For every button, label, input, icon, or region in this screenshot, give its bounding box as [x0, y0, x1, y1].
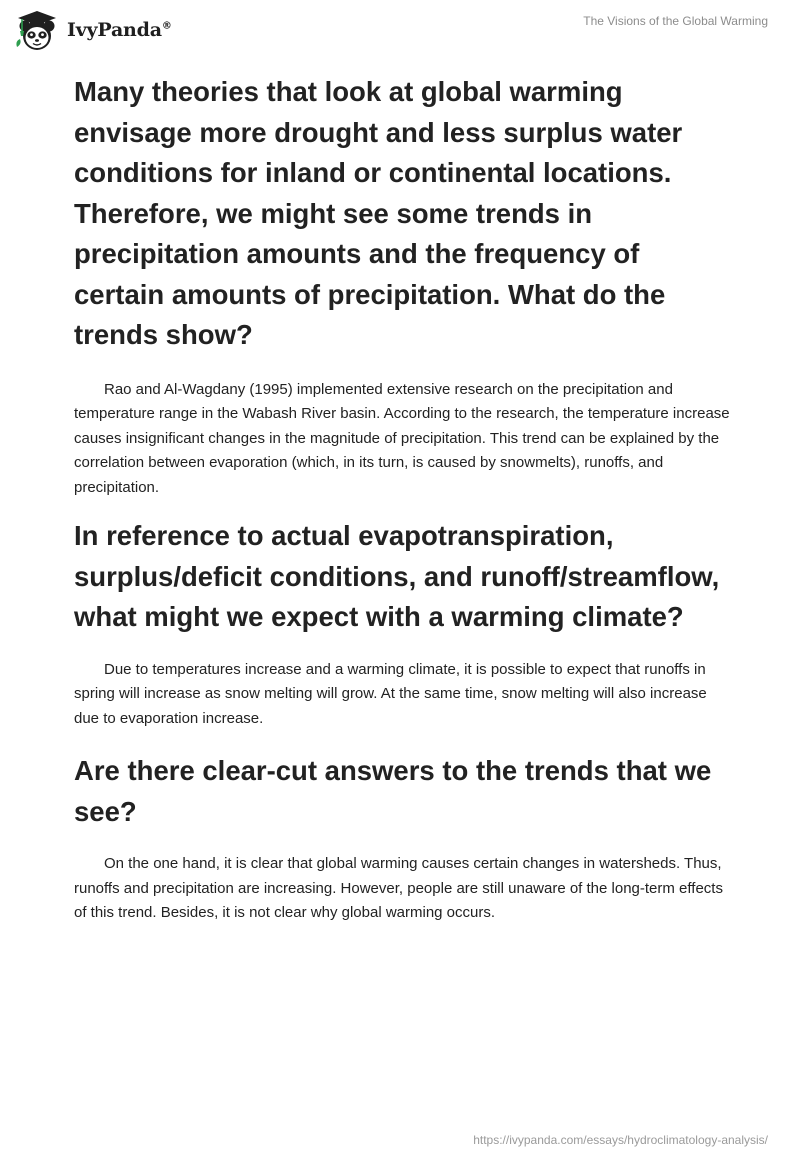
page-header	[0, 0, 800, 60]
source-url[interactable]: https://ivypanda.com/essays/hydroclimatology-analysis/	[473, 1133, 768, 1147]
section-paragraph: On the one hand, it is clear that global warming causes certain changes in watersheds. Thus, runoffs and precipitation are increasing. However, people are still unaware of the long-term effects of this trend. Besides, it is not clear why global warming occurs.	[74, 855, 723, 921]
section-heading: Are there clear-cut answers to the trends that we see?	[74, 755, 712, 827]
section-paragraph: Rao and Al-Wagdany (1995) implemented extensive research on the precipitation and temperature range in the Wabash River basin. According to the research, the temperature increase causes insignificant changes in the magnitude of precipitation. This trend can be explained by the correlation between evaporation (which, in its turn, is caused by snowmelts), runoffs, and precipitation.	[74, 380, 730, 496]
section-heading: Many theories that look at global warming envisage more drought and less surplus water conditions for inland or continental locations. Therefore, we might see some trends in precipitation amounts and the frequency of certain amounts of precipitation. What do the trends show?	[74, 76, 683, 350]
section-paragraph: Due to temperatures increase and a warming climate, it is possible to expect that runoffs in spring will increase as snow melting will grow. At the same time, snow melting will also increase due to evaporation increase.	[74, 660, 707, 727]
logo-text: IvyPanda®	[67, 19, 172, 41]
essay-content	[74, 72, 734, 926]
panda-graduation-cap-icon	[14, 9, 60, 51]
section-heading: In reference to actual evapotranspiration, surplus/deficit conditions, and runoff/streamflow, what might we expect with a warming climate?	[74, 520, 720, 632]
ivypanda-logo[interactable]	[14, 9, 172, 51]
document-title: The Visions of the Global Warming	[583, 14, 768, 28]
